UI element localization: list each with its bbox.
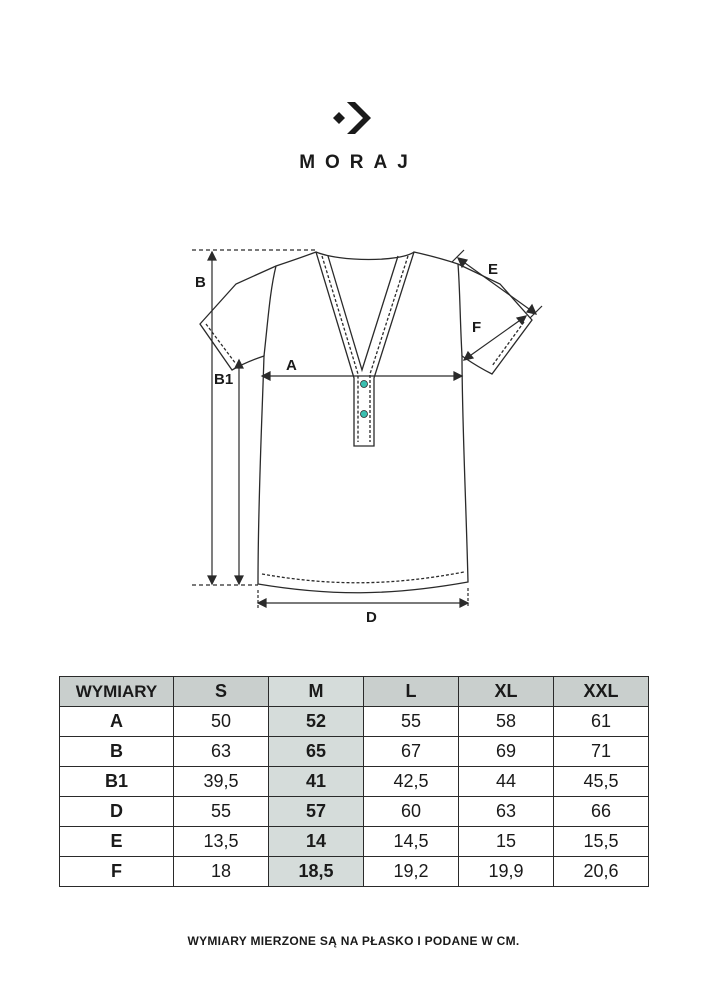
cell: 19,2 [364,857,459,887]
header-size-xl: XL [459,677,554,707]
label-f: F [472,319,482,336]
cell: 19,9 [459,857,554,887]
table-row [60,707,649,737]
cell: 15,5 [554,827,649,857]
shirt-outline [200,252,532,593]
header-size-l: L [364,677,459,707]
cell: 18 [174,857,269,887]
measurement-footnote: WYMIARY MIERZONE SĄ NA PŁASKO I PODANE W CM. [187,934,520,948]
label-b: B [195,274,206,291]
cell-m: 65 [269,737,364,767]
header-wymiary: WYMIARY [60,677,174,707]
table-row [60,737,649,767]
row-label: F [60,857,174,887]
cell: 67 [364,737,459,767]
button-bottom [361,411,368,418]
cell: 55 [364,707,459,737]
header-size-xxl: XXL [554,677,649,707]
header-size-m: M [269,677,364,707]
header-size-s: S [174,677,269,707]
cell: 63 [174,737,269,767]
table-row [60,857,649,887]
cell: 20,6 [554,857,649,887]
cell: 13,5 [174,827,269,857]
cell: 45,5 [554,767,649,797]
table-row [60,767,649,797]
cell: 15 [459,827,554,857]
row-label: B [60,737,174,767]
row-label: B1 [60,767,174,797]
cell: 66 [554,797,649,827]
label-a: A [286,357,297,374]
cell: 42,5 [364,767,459,797]
cell: 44 [459,767,554,797]
brand-name: MORAJ [299,152,418,173]
label-e: E [488,261,499,278]
table-header-row [60,677,649,707]
cell: 14,5 [364,827,459,857]
size-table [59,676,649,887]
button-top [361,381,368,388]
row-label: E [60,827,174,857]
cell: 39,5 [174,767,269,797]
cell-m: 57 [269,797,364,827]
row-label: D [60,797,174,827]
cell: 58 [459,707,554,737]
cell: 60 [364,797,459,827]
cell: 63 [459,797,554,827]
row-label: A [60,707,174,737]
cell-m: 52 [269,707,364,737]
cell-m: 14 [269,827,364,857]
label-d: D [366,609,377,626]
cell-m: 18,5 [269,857,364,887]
table-row [60,827,649,857]
cell: 50 [174,707,269,737]
cell: 55 [174,797,269,827]
table-row [60,797,649,827]
cell: 69 [459,737,554,767]
cell: 61 [554,707,649,737]
cell-m: 41 [269,767,364,797]
cell: 71 [554,737,649,767]
label-b1: B1 [214,371,234,388]
